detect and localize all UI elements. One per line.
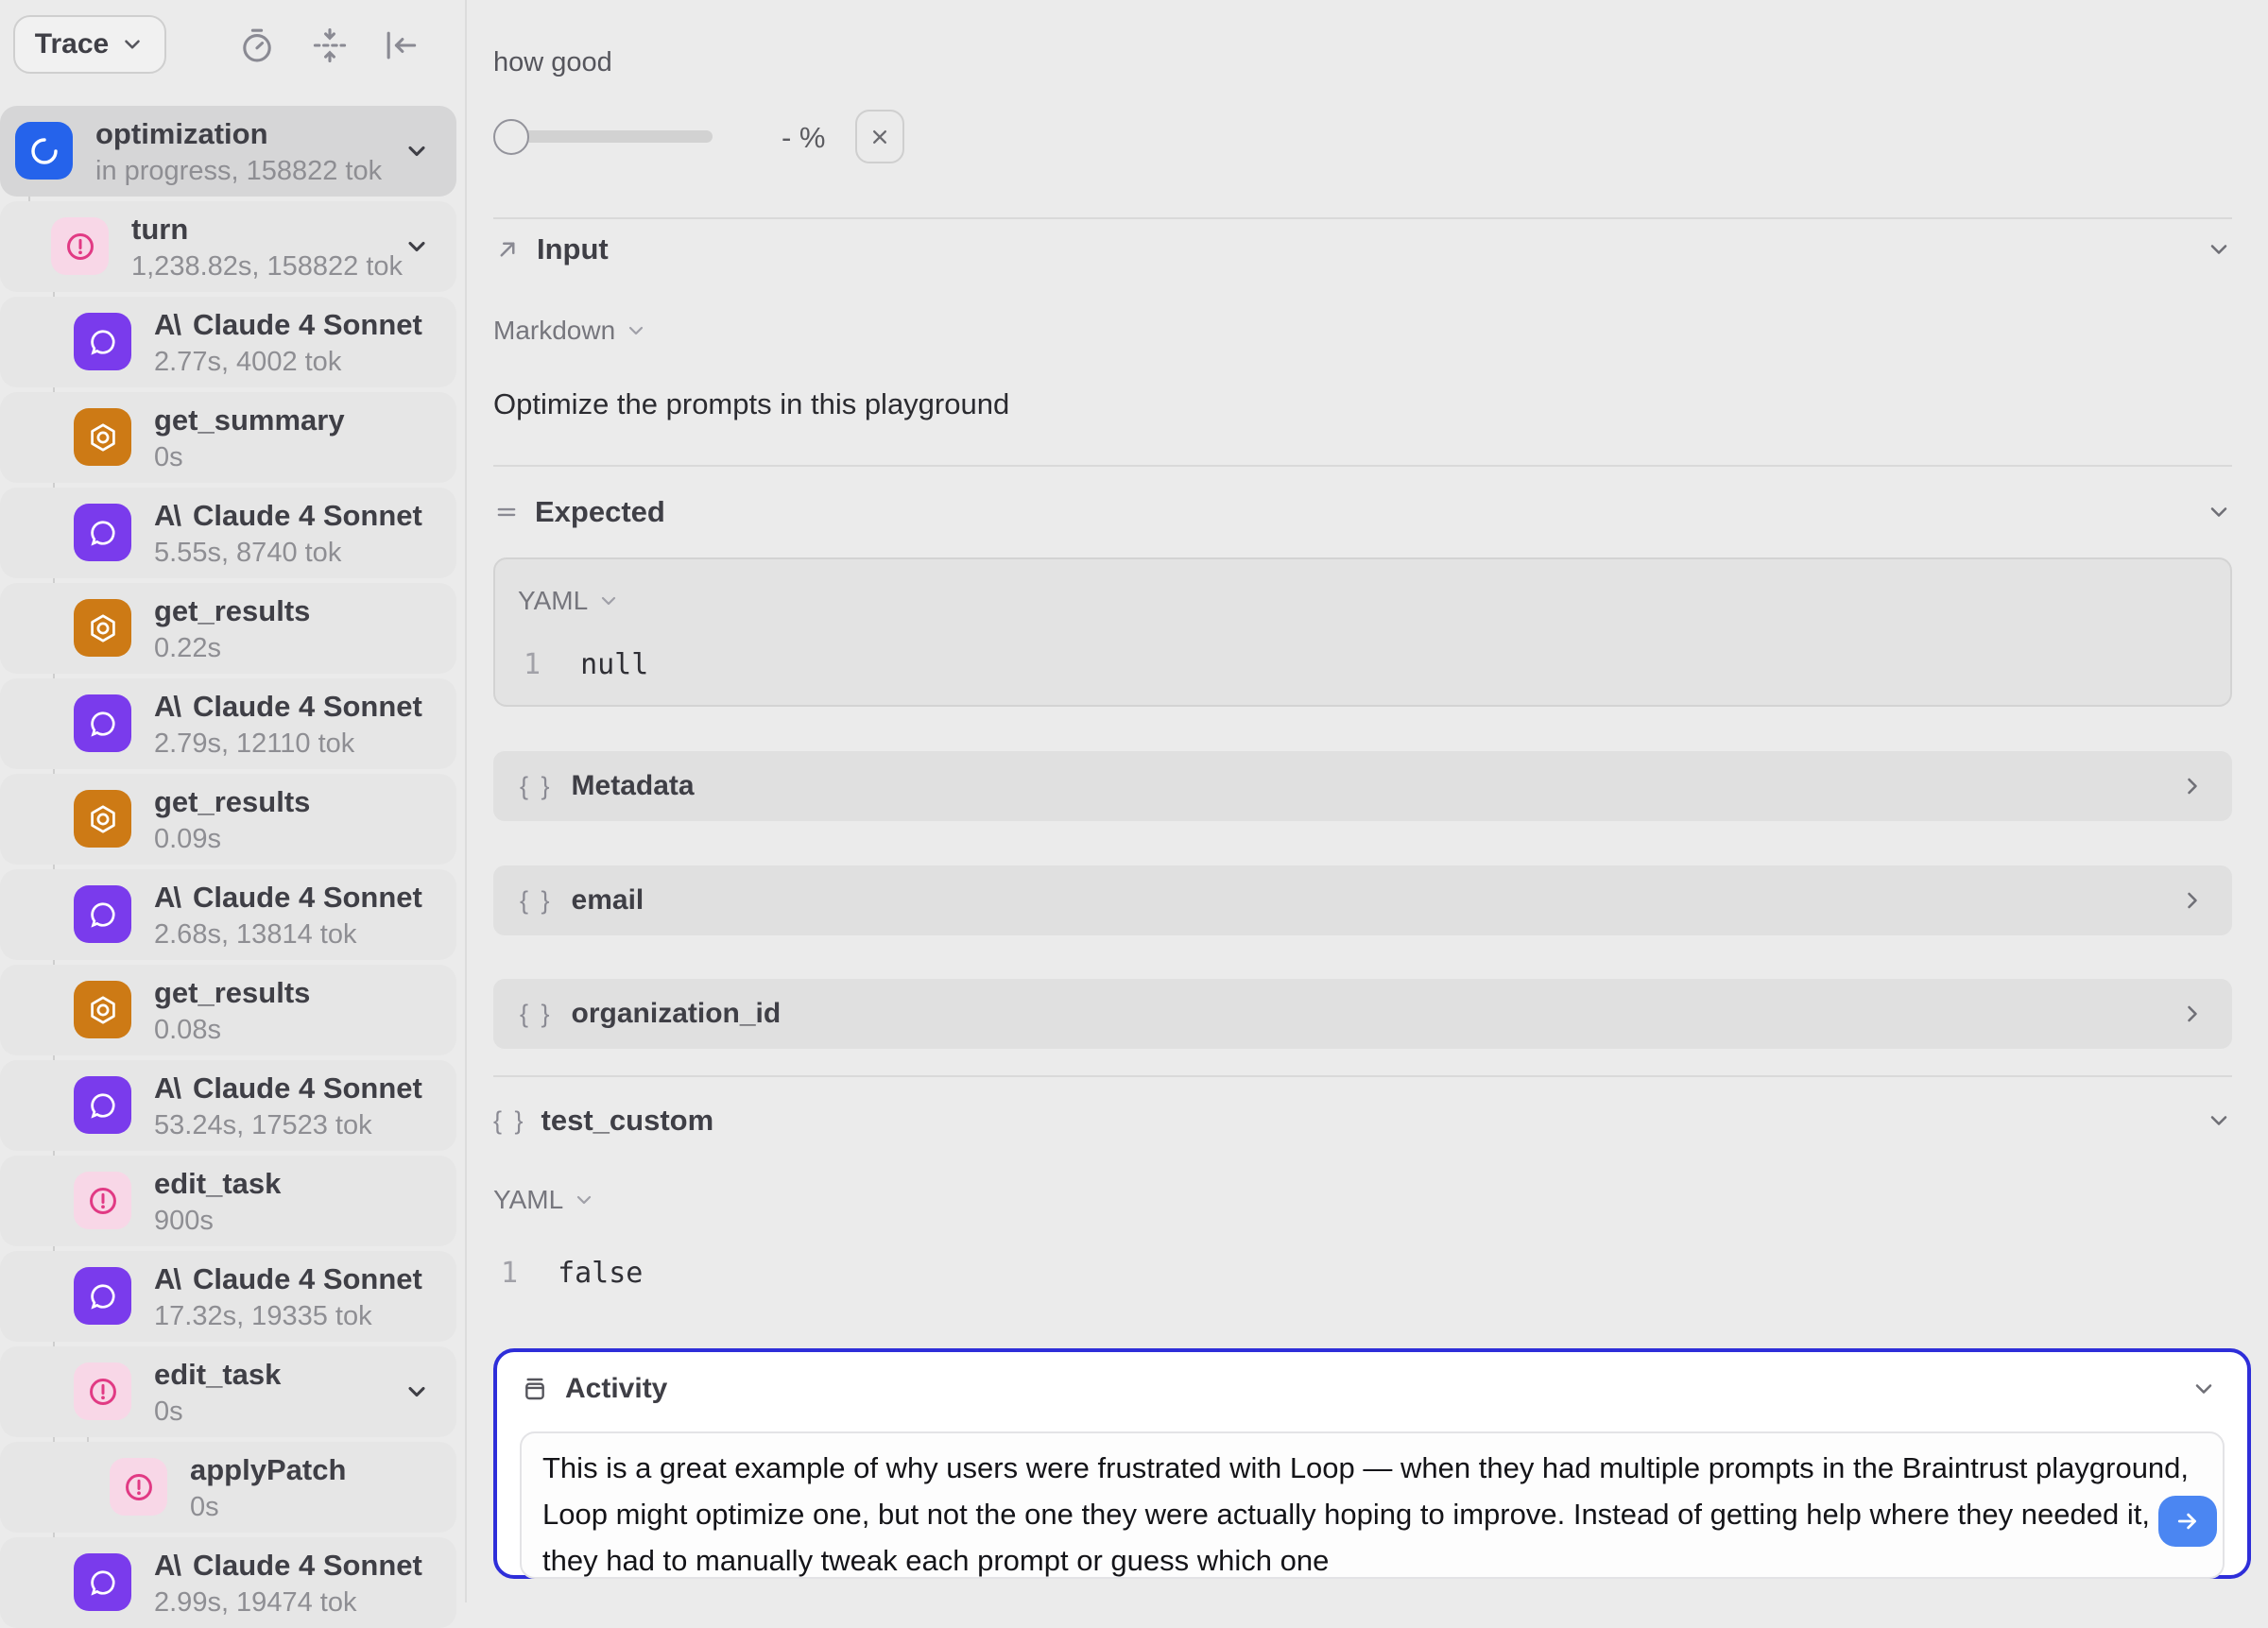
- stopwatch-icon[interactable]: [234, 23, 280, 68]
- span-stats: 0s: [190, 1492, 219, 1522]
- activity-jar-icon: [520, 1374, 550, 1404]
- anthropic-logo: A\: [154, 1549, 180, 1582]
- span-detail-panel: [469, 0, 2268, 1602]
- span-title: get_summary: [154, 403, 345, 437]
- chevron-down-icon: [625, 319, 647, 342]
- span-stats: 5.55s, 8740 tok: [154, 538, 342, 568]
- test-custom-code-line: [501, 1257, 2240, 1290]
- span-stats: 900s: [154, 1206, 214, 1236]
- span-title: get_results: [154, 976, 311, 1009]
- span-tree-row-claude-4-sonnet[interactable]: [0, 1537, 456, 1628]
- error-icon: [74, 1172, 131, 1229]
- collapse-left-icon[interactable]: [378, 23, 423, 68]
- span-tree-row-get-results[interactable]: [0, 965, 456, 1055]
- span-tree-row-claude-4-sonnet[interactable]: [0, 297, 456, 387]
- span-stats: in progress, 158822 tok: [95, 156, 383, 186]
- chevron-down-icon: [573, 1189, 595, 1211]
- section-divider: [493, 1075, 2232, 1077]
- test-custom-section-header[interactable]: [493, 1104, 2232, 1138]
- anthropic-logo: A\: [154, 308, 180, 341]
- span-title: Claude 4 Sonnet: [193, 690, 422, 723]
- span-stats: 2.79s, 12110 tok: [154, 728, 355, 759]
- expected-code-line: [524, 648, 648, 681]
- score-slider-row: [493, 102, 2232, 178]
- span-title: Claude 4 Sonnet: [193, 308, 422, 341]
- span-stats: 17.32s, 19335 tok: [154, 1301, 372, 1331]
- chevron-down-icon: [120, 32, 145, 57]
- score-slider-track[interactable]: [512, 130, 713, 143]
- activity-header[interactable]: [520, 1373, 2217, 1405]
- chevron-right-icon: [2179, 1001, 2206, 1027]
- span-stats: 2.68s, 13814 tok: [154, 919, 357, 950]
- expected-format-value: YAML: [518, 586, 589, 615]
- span-tree-row-claude-4-sonnet[interactable]: [0, 1060, 456, 1151]
- line-number: 1: [501, 1257, 519, 1290]
- activity-textarea[interactable]: This is a great example of why users were frustrated with Loop — when they had multiple prompts in the Braintrust playground, Loop might optimize one, but not the one they were actually hoping to improve. Instead of getting help where they needed it, they had to manually tweak each prompt or guess which one: [520, 1431, 2225, 1579]
- span-stats: 1,238.82s, 158822 tok: [131, 251, 404, 282]
- score-slider-handle[interactable]: [493, 119, 529, 155]
- spinner-icon: [15, 122, 73, 180]
- test-custom-format-value: YAML: [493, 1185, 564, 1214]
- span-stats: 0s: [154, 442, 183, 472]
- span-tree-row-edit-task[interactable]: [0, 1346, 456, 1437]
- span-title: edit_task: [154, 1358, 282, 1391]
- chevron-down-icon[interactable]: [2206, 1107, 2232, 1134]
- chat-bubble-icon: [74, 885, 131, 943]
- span-tree-row-claude-4-sonnet[interactable]: [0, 488, 456, 578]
- test-custom-section-title: test_custom: [541, 1104, 714, 1137]
- span-title: turn: [131, 213, 189, 246]
- input-section-header[interactable]: [493, 232, 2232, 266]
- expected-section-title: Expected: [535, 495, 665, 528]
- anthropic-logo: A\: [154, 1071, 180, 1105]
- tool-hexagon-icon: [74, 790, 131, 848]
- chat-bubble-icon: [74, 313, 131, 370]
- braces-icon: { }: [520, 885, 553, 915]
- chat-bubble-icon: [74, 1267, 131, 1325]
- tool-hexagon-icon: [74, 981, 131, 1038]
- field-row-metadata[interactable]: [493, 751, 2232, 821]
- span-title: get_results: [154, 785, 311, 818]
- score-label: how good: [493, 47, 612, 77]
- span-tree-row-claude-4-sonnet[interactable]: [0, 678, 456, 769]
- chevron-down-icon[interactable]: [2206, 499, 2232, 525]
- span-stats: 0.08s: [154, 1015, 221, 1045]
- close-icon: [867, 124, 893, 150]
- chat-bubble-icon: [74, 504, 131, 561]
- activity-title: Activity: [565, 1373, 668, 1404]
- chevron-down-icon[interactable]: [2191, 1376, 2217, 1402]
- span-title: applyPatch: [190, 1453, 347, 1486]
- test-custom-format-select[interactable]: [493, 1185, 595, 1215]
- span-tree-row-get-summary[interactable]: [0, 392, 456, 483]
- span-title: Claude 4 Sonnet: [193, 881, 422, 914]
- span-title: Claude 4 Sonnet: [193, 1262, 422, 1295]
- chevron-down-icon: [597, 590, 620, 612]
- line-number: 1: [524, 648, 541, 681]
- braces-icon: { }: [520, 771, 553, 800]
- error-icon: [51, 217, 109, 275]
- field-row-organization_id[interactable]: [493, 979, 2232, 1049]
- chevron-down-icon[interactable]: [404, 233, 430, 260]
- input-section-title: Input: [537, 232, 609, 266]
- equals-icon: [493, 499, 520, 525]
- tool-hexagon-icon: [74, 408, 131, 466]
- trace-view-dropdown[interactable]: [13, 15, 166, 74]
- span-tree-row-applypatch[interactable]: [0, 1442, 456, 1533]
- chat-bubble-icon: [74, 1076, 131, 1134]
- score-value: - %: [782, 121, 826, 154]
- field-label: organization_id: [571, 998, 782, 1029]
- span-title: get_results: [154, 594, 311, 627]
- arrow-right-icon: [2174, 1507, 2202, 1535]
- field-label: email: [571, 884, 644, 916]
- anthropic-logo: A\: [154, 690, 180, 723]
- error-icon: [110, 1458, 167, 1516]
- span-tree-row-get-results[interactable]: [0, 774, 456, 865]
- input-content-text: Optimize the prompts in this playground: [493, 387, 1010, 420]
- span-title: edit_task: [154, 1167, 282, 1200]
- clear-score-button[interactable]: [855, 110, 904, 163]
- expected-code-editor: [493, 557, 2232, 707]
- span-tree-row-edit-task[interactable]: [0, 1156, 456, 1246]
- activity-card: [493, 1348, 2251, 1579]
- chevron-down-icon[interactable]: [404, 138, 430, 164]
- span-stats: 53.24s, 17523 tok: [154, 1110, 372, 1140]
- chevron-down-icon[interactable]: [2206, 236, 2232, 263]
- braces-icon: { }: [493, 1105, 526, 1135]
- field-row-email[interactable]: [493, 865, 2232, 935]
- anthropic-logo: A\: [154, 1262, 180, 1295]
- field-label: Metadata: [571, 770, 695, 801]
- trace-sidebar: [0, 0, 467, 1618]
- span-stats: 2.99s, 19474 tok: [154, 1587, 357, 1618]
- anthropic-logo: A\: [154, 881, 180, 914]
- anthropic-logo: A\: [154, 499, 180, 532]
- error-icon: [74, 1362, 131, 1420]
- span-stats: 0s: [154, 1397, 183, 1427]
- span-stats: 0.22s: [154, 633, 221, 663]
- span-tree-row-get-results[interactable]: [0, 583, 456, 674]
- chevron-down-icon[interactable]: [404, 1379, 430, 1405]
- collapse-vertical-icon[interactable]: [307, 23, 352, 68]
- span-tree-row-turn[interactable]: [0, 201, 456, 292]
- span-tree-row-optimization[interactable]: [0, 106, 456, 197]
- expected-section-header[interactable]: [493, 495, 2232, 529]
- expected-format-select[interactable]: [518, 586, 620, 616]
- section-divider: [493, 217, 2232, 219]
- section-divider: [493, 465, 2232, 467]
- chat-bubble-icon: [74, 694, 131, 752]
- span-tree-row-claude-4-sonnet[interactable]: [0, 1251, 456, 1342]
- span-title: Claude 4 Sonnet: [193, 1549, 422, 1582]
- span-title: Claude 4 Sonnet: [193, 499, 422, 532]
- span-stats: 2.77s, 4002 tok: [154, 347, 342, 377]
- tool-hexagon-icon: [74, 599, 131, 657]
- chevron-right-icon: [2179, 773, 2206, 799]
- span-tree-row-claude-4-sonnet[interactable]: [0, 869, 456, 960]
- input-format-select[interactable]: [493, 316, 647, 346]
- arrow-up-right-icon: [493, 235, 522, 264]
- code-value: null: [580, 648, 649, 681]
- send-button[interactable]: [2158, 1496, 2217, 1547]
- trace-dropdown-label: Trace: [34, 28, 110, 60]
- braces-icon: { }: [520, 999, 553, 1028]
- span-title: optimization: [95, 117, 268, 150]
- span-stats: 0.09s: [154, 824, 221, 854]
- chevron-right-icon: [2179, 887, 2206, 914]
- input-format-value: Markdown: [493, 316, 616, 345]
- code-value: false: [558, 1257, 644, 1290]
- span-title: Claude 4 Sonnet: [193, 1071, 422, 1105]
